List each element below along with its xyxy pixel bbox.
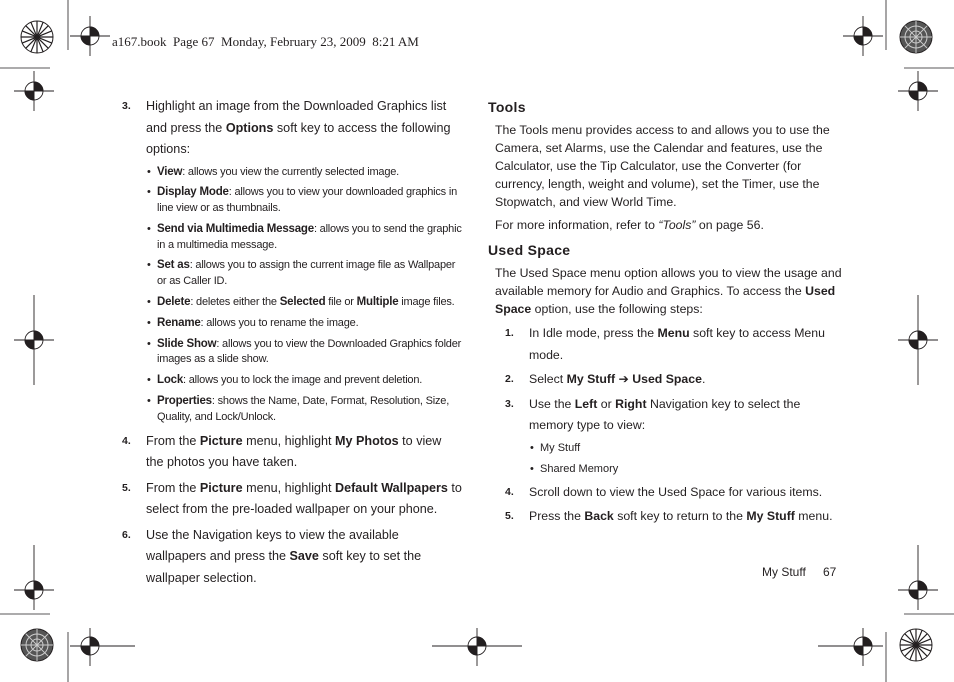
option-display-mode: • Display Mode: allows you to view your downloaded graphics in line view or as thumbnails. <box>147 186 457 215</box>
step-key: Options <box>225 120 274 135</box>
step-4: 4. From the Picture menu, highlight My Photos to view the photos you have taken. <box>122 431 462 474</box>
step-number: 3. <box>122 100 131 112</box>
option-slide-show: • Slide Show: allows you to view the Downloaded Graphics folder images as a slide show. <box>147 337 462 366</box>
memory-type-list <box>488 440 843 477</box>
step-number: 5. <box>122 481 131 494</box>
used-step-2: 2. Select My Stuff ➔ Used Space. <box>488 369 843 391</box>
step-number: 2. <box>505 373 514 385</box>
options-list <box>122 165 462 426</box>
option-send-mms: • Send via Multimedia Message: allows you to send the graphic in a multimedia message. <box>147 222 462 251</box>
step-3 <box>122 96 462 161</box>
step-number: 6. <box>122 528 131 541</box>
used-step-1: 1. In Idle mode, press the Menu soft key to access Menu mode. <box>488 323 843 366</box>
used-step-5: 5. Press the Back soft key to return to the My Stuff menu. <box>488 506 843 528</box>
footer-section: My Stuff <box>762 565 806 579</box>
step-number: 3. <box>505 397 514 410</box>
print-header: a167.book Page 67 Monday, February 23, 2009 8:21 AM <box>112 34 419 49</box>
step-text: Highlight an image from the Downloaded Graphics list and press the <box>146 99 447 135</box>
option-set-as: • Set as: allows you to assign the current image file as Wallpaper or as Caller ID. <box>147 259 456 288</box>
step-number: 4. <box>505 485 514 498</box>
used-space-paragraph: The Used Space menu option allows you to view the usage and available memory for Audio and Graphics. To access the Used Space option, use the following steps: <box>495 266 842 316</box>
used-space-heading: Used Space <box>488 242 571 258</box>
tools-paragraph: The Tools menu provides access to and allows you to use the Camera, set Alarms, use the Calendar and features, use the Calculator, use the Tip Calculator, use the Converter (for currency, length, weight and volume), set the Timer, use the Stopwatch, and view World Time. <box>495 123 830 209</box>
option-lock: • Lock: allows you to lock the image and prevent deletion. <box>147 374 423 387</box>
page-number: 67 <box>823 565 837 579</box>
option-rename: • Rename: allows you to rename the image. <box>147 316 359 329</box>
left-column <box>122 96 462 593</box>
option-delete: • Delete: deletes either the Selected file or Multiple image files. <box>147 296 455 309</box>
step-5: 5. From the Picture menu, highlight Default Wallpapers to select from the pre-loaded wallpaper on your phone. <box>122 478 462 521</box>
tools-heading: Tools <box>488 99 526 115</box>
used-step-3: 3. Use the Left or Right Navigation key to select the memory type to view: <box>488 394 843 437</box>
option-properties: • Properties: shows the Name, Date, Format, Resolution, Size, Quality, and Lock/Unlock. <box>147 395 450 423</box>
step-6: 6. Use the Navigation keys to view the available wallpapers and press the Save soft key to set the wallpaper selection. <box>122 525 462 590</box>
step-number: 4. <box>122 434 131 447</box>
used-step-4: 4. Scroll down to view the Used Space for various items. <box>488 482 843 504</box>
memory-type-item: • My Stuff <box>530 441 581 454</box>
right-column <box>488 96 843 531</box>
option-view: • View: allows you view the currently selected image. <box>147 165 400 178</box>
step-number: 5. <box>505 510 514 522</box>
step-number: 1. <box>505 327 514 339</box>
step-text: soft key to access the following options: <box>146 120 451 156</box>
memory-type-item: • Shared Memory <box>530 462 619 475</box>
tools-reference: For more information, refer to “Tools” on page 56. <box>495 218 764 232</box>
